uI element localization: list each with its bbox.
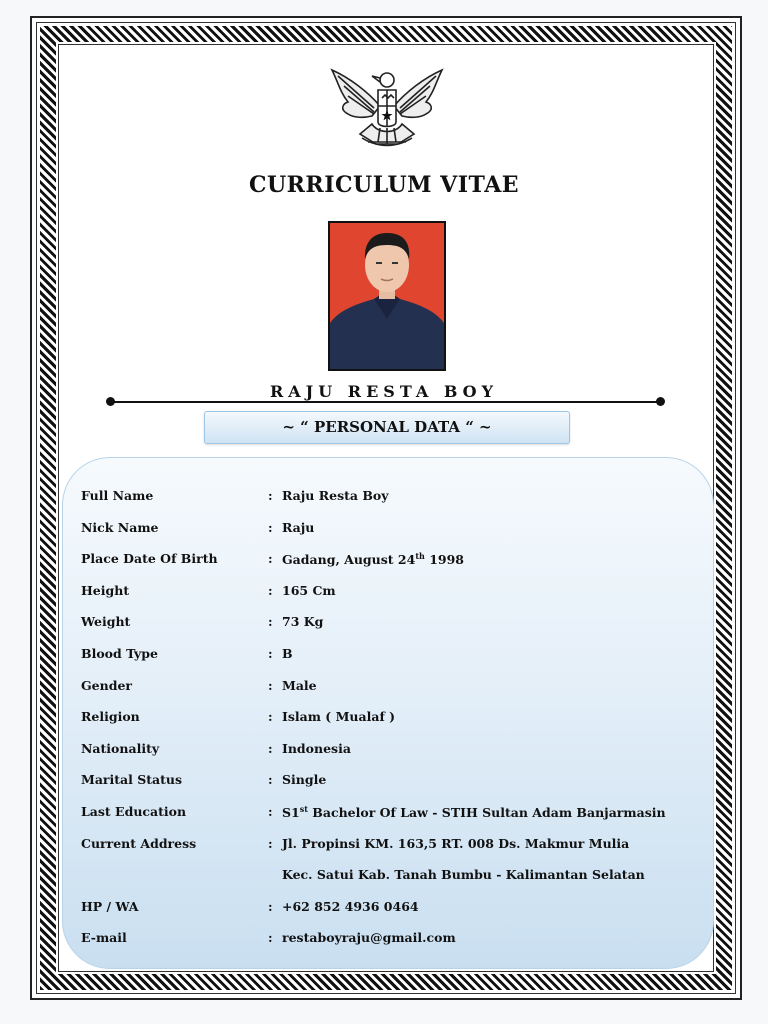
field-colon: :	[268, 551, 273, 567]
field-value: Raju Resta Boy	[282, 488, 389, 503]
personal-data-list	[81, 484, 701, 958]
field-value-superscript: st	[299, 803, 308, 814]
portrait-photo	[328, 221, 446, 371]
divider-dot-left	[106, 397, 115, 406]
personal-data-row	[81, 642, 701, 674]
field-value: restaboyraju@gmail.com	[282, 930, 456, 946]
field-colon: :	[268, 709, 273, 725]
field-colon: :	[268, 677, 273, 693]
field-value: Kec. Satui Kab. Tanah Bumbu - Kalimantan Selatan	[282, 867, 645, 883]
field-label: Last Education	[81, 803, 187, 819]
field-colon: :	[268, 772, 273, 788]
personal-data-row	[81, 516, 701, 548]
field-label: Weight	[81, 614, 131, 630]
field-value: Raju	[282, 519, 315, 535]
personal-data-row	[81, 800, 701, 832]
personal-data-row	[81, 895, 701, 927]
field-colon: :	[268, 835, 273, 851]
field-colon: :	[268, 740, 273, 756]
field-value: Islam ( Mualaf )	[282, 709, 396, 725]
field-label: Full Name	[81, 488, 154, 503]
field-value: B	[282, 645, 293, 661]
personal-data-row	[81, 610, 701, 642]
field-colon: :	[268, 614, 273, 630]
personal-data-row	[81, 737, 701, 769]
field-value-text: 1998	[424, 552, 464, 568]
personal-data-row	[81, 863, 701, 895]
field-value: Jl. Propinsi KM. 163,5 RT. 008 Ds. Makmur Mulia	[282, 835, 630, 851]
field-value-text: Bachelor Of Law - STIH Sultan Adam Banjarmasin	[307, 805, 666, 821]
field-value: 165 Cm	[282, 582, 336, 598]
field-label: HP / WA	[81, 898, 139, 914]
field-label: Current Address	[81, 835, 197, 851]
field-colon: :	[268, 803, 273, 819]
personal-data-row	[81, 768, 701, 800]
field-colon: :	[268, 519, 273, 535]
field-label: Religion	[81, 709, 140, 725]
divider-line	[110, 401, 660, 403]
field-value-text: S1	[282, 805, 300, 821]
personal-data-row	[81, 547, 701, 579]
field-value: 73 Kg	[282, 614, 324, 630]
personal-data-row	[81, 484, 701, 516]
field-colon: :	[268, 898, 273, 914]
document-title: CURRICULUM VITAE	[248, 172, 520, 198]
divider-dot-right	[656, 397, 665, 406]
garuda-emblem-icon	[328, 62, 446, 154]
personal-data-row	[81, 579, 701, 611]
field-value: +62 852 4936 0464	[282, 898, 419, 914]
personal-data-row	[81, 832, 701, 864]
field-value	[282, 804, 666, 820]
field-label: Gender	[81, 677, 132, 693]
field-value: Single	[282, 772, 327, 788]
field-colon: :	[268, 645, 273, 661]
candidate-name: RAJU RESTA BOY	[269, 382, 499, 401]
field-value-superscript: th	[415, 551, 425, 562]
field-label: Height	[81, 582, 130, 598]
field-value	[282, 551, 464, 567]
personal-data-row	[81, 926, 701, 958]
field-colon: :	[268, 930, 273, 946]
field-colon: :	[268, 488, 273, 503]
field-value: Male	[282, 677, 317, 693]
field-colon: :	[268, 582, 273, 598]
field-label: Place Date Of Birth	[81, 551, 218, 567]
field-label: Marital Status	[81, 772, 183, 788]
field-label: E-mail	[81, 930, 127, 946]
field-label: Nick Name	[81, 519, 159, 535]
field-label: Nationality	[81, 740, 160, 756]
section-heading-personal-data: ~ “ PERSONAL DATA “ ~	[204, 411, 570, 444]
field-label: Blood Type	[81, 645, 158, 661]
personal-data-row	[81, 705, 701, 737]
field-value-text: Gadang, August 24	[282, 552, 416, 568]
personal-data-row	[81, 674, 701, 706]
field-value: Indonesia	[282, 740, 351, 756]
